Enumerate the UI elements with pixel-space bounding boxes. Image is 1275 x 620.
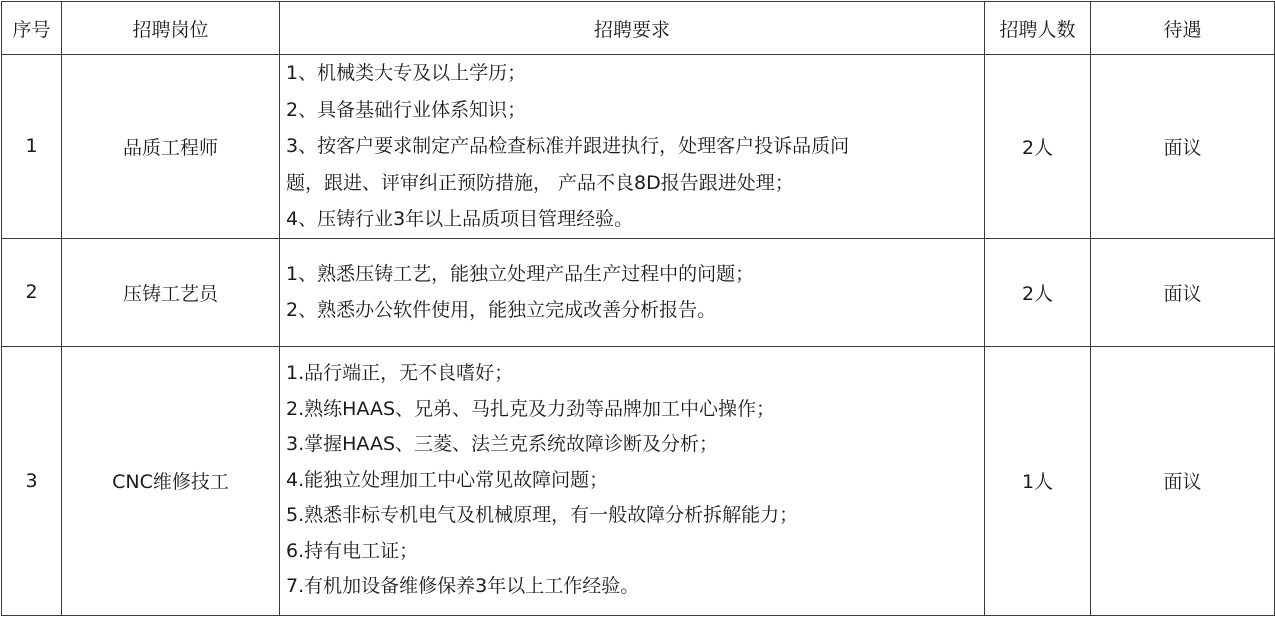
requirement-line: 5.熟悉非标专机电气及机械原理，有一般故障分析拆解能力； <box>286 504 799 527</box>
recruitment-table <box>1 1 1275 616</box>
header-position: 招聘岗位 <box>62 2 280 55</box>
requirement-line: 1.品行端正，无不良嗜好； <box>286 362 514 385</box>
row-salary: 面议 <box>1091 55 1275 239</box>
row-position: 品质工程师 <box>62 55 280 239</box>
row-headcount: 1人 <box>985 346 1091 615</box>
requirement-line: 7.有机加设备维修保养3年以上工作经验。 <box>286 575 640 598</box>
row-headcount: 2人 <box>985 55 1091 239</box>
requirement-line: 6.持有电工证； <box>286 539 419 562</box>
row-index: 3 <box>2 346 62 615</box>
row-requirements <box>280 346 985 615</box>
header-headcount: 招聘人数 <box>985 2 1091 55</box>
header-row <box>2 2 1275 55</box>
requirement-line: 3.掌握HAAS、三菱、法兰克系统故障诊断及分析； <box>286 433 719 456</box>
requirement-line: 2、具备基础行业体系知识； <box>286 98 527 121</box>
row-requirements <box>280 55 985 239</box>
header-index: 序号 <box>2 2 62 55</box>
table-row <box>2 55 1275 239</box>
requirement-line: 3、按客户要求制定产品检查标准并跟进执行，处理客户投诉品质问 <box>286 135 850 157</box>
row-requirements <box>280 238 985 346</box>
row-headcount: 2人 <box>985 238 1091 346</box>
requirement-line: 4.能独立处理加工中心常见故障问题； <box>286 468 609 491</box>
row-position: 压铸工艺员 <box>62 238 280 346</box>
table-row <box>2 238 1275 346</box>
requirement-line: 1、熟悉压铸工艺，能独立处理产品生产过程中的问题； <box>286 262 755 285</box>
header-requirements: 招聘要求 <box>280 2 985 55</box>
header-salary: 待遇 <box>1091 2 1275 55</box>
requirement-line: 1、机械类大专及以上学历； <box>286 62 527 84</box>
row-index: 1 <box>2 55 62 239</box>
row-salary: 面议 <box>1091 238 1275 346</box>
requirement-line: 2.熟练HAAS、兄弟、马扎克及力劲等品牌加工中心操作； <box>286 397 776 420</box>
requirement-line: 题，跟进、评审纠正预防措施， 产品不良8D报告跟进处理； <box>286 171 794 194</box>
row-position: CNC维修技工 <box>62 346 280 615</box>
requirement-line: 4、压铸行业3年以上品质项目管理经验。 <box>286 208 634 230</box>
table-row <box>2 346 1275 615</box>
row-index: 2 <box>2 238 62 346</box>
requirement-line: 2、熟悉办公软件使用，能独立完成改善分析报告。 <box>286 299 717 321</box>
row-salary: 面议 <box>1091 346 1275 615</box>
